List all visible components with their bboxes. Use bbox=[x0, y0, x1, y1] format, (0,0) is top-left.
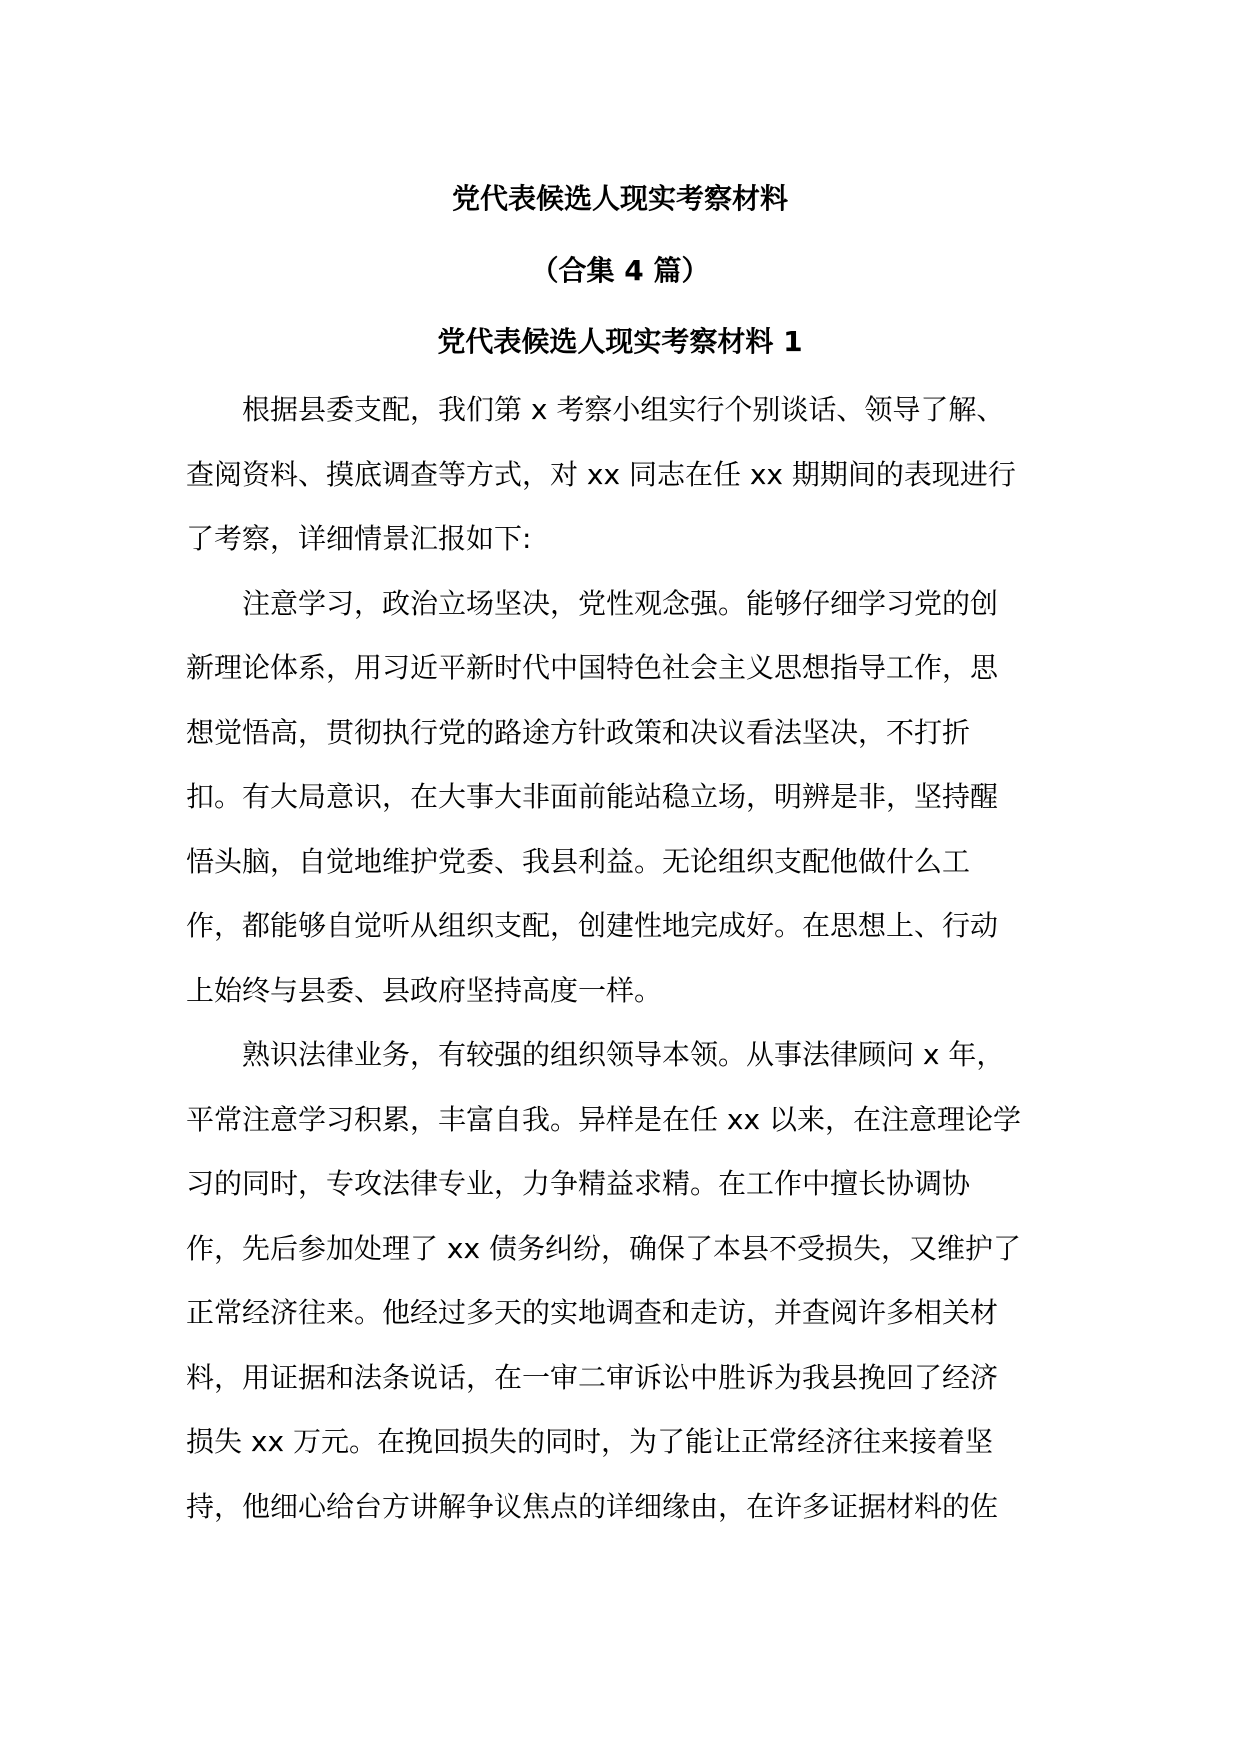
paragraph-3 bbox=[186, 1023, 1066, 1539]
text-line: 新理论体系，用习近平新时代中国特色社会主义思想指导工作，思 bbox=[186, 651, 999, 684]
text-line: 熟识法律业务，有较强的组织领导本领。从事法律顾问 x 年， bbox=[242, 1038, 1005, 1071]
text-line: 作，都能够自觉听从组织支配，创建性地完成好。在思想上、行动 bbox=[186, 909, 999, 942]
text-line: 扣。有大局意识，在大事大非面前能站稳立场，明辨是非，坚持醒 bbox=[186, 780, 999, 813]
text-line: 上始终与县委、县政府坚持高度一样。 bbox=[186, 973, 663, 1007]
text-line: 想觉悟高，贯彻执行党的路途方针政策和决议看法坚决，不打折 bbox=[186, 715, 971, 749]
text-line: 损失 xx 万元。在挽回损失的同时，为了能让正常经济往来接着坚 bbox=[186, 1425, 993, 1458]
text-line: 作，先后参加处理了 xx 债务纠纷，确保了本县不受损失，又维护了 bbox=[186, 1231, 1021, 1265]
text-line: 注意学习，政治立场坚决，党性观念强。能够仔细学习党的创 bbox=[242, 586, 999, 620]
document-body bbox=[186, 378, 1066, 1539]
text-line: 查阅资料、摸底调查等方式，对 xx 同志在任 xx 期期间的表现进行 bbox=[186, 457, 1016, 491]
text-line: 了考察，详细情景汇报如下: bbox=[186, 522, 532, 555]
text-line: 持，他细心给台方讲解争议焦点的详细缘由，在许多证据材料的佐 bbox=[186, 1489, 999, 1523]
document-title: 党代表候选人现实考察材料 bbox=[451, 182, 788, 215]
text-line: 根据县委支配，我们第 x 考察小组实行个别谈话、领导了解、 bbox=[242, 393, 1005, 426]
text-line: 平常注意学习积累，丰富自我。异样是在任 xx 以来，在注意理论学 bbox=[186, 1102, 1021, 1136]
text-line: 正常经济往来。他经过多天的实地调查和走访，并查阅许多相关材 bbox=[186, 1296, 999, 1329]
text-line: 悟头脑，自觉地维护党委、我县利益。无论组织支配他做什么工 bbox=[186, 844, 971, 878]
text-line: 习的同时，专攻法律专业，力争精益求精。在工作中擅长协调协 bbox=[186, 1167, 971, 1200]
paragraph-1 bbox=[186, 378, 1066, 572]
section-title: 党代表候选人现实考察材料 1 bbox=[437, 325, 803, 358]
text-line: 料，用证据和法条说话，在一审二审诉讼中胜诉为我县挽回了经济 bbox=[186, 1360, 999, 1394]
document-subtitle: （合集 4 篇） bbox=[530, 254, 710, 287]
paragraph-2 bbox=[186, 572, 1066, 1024]
